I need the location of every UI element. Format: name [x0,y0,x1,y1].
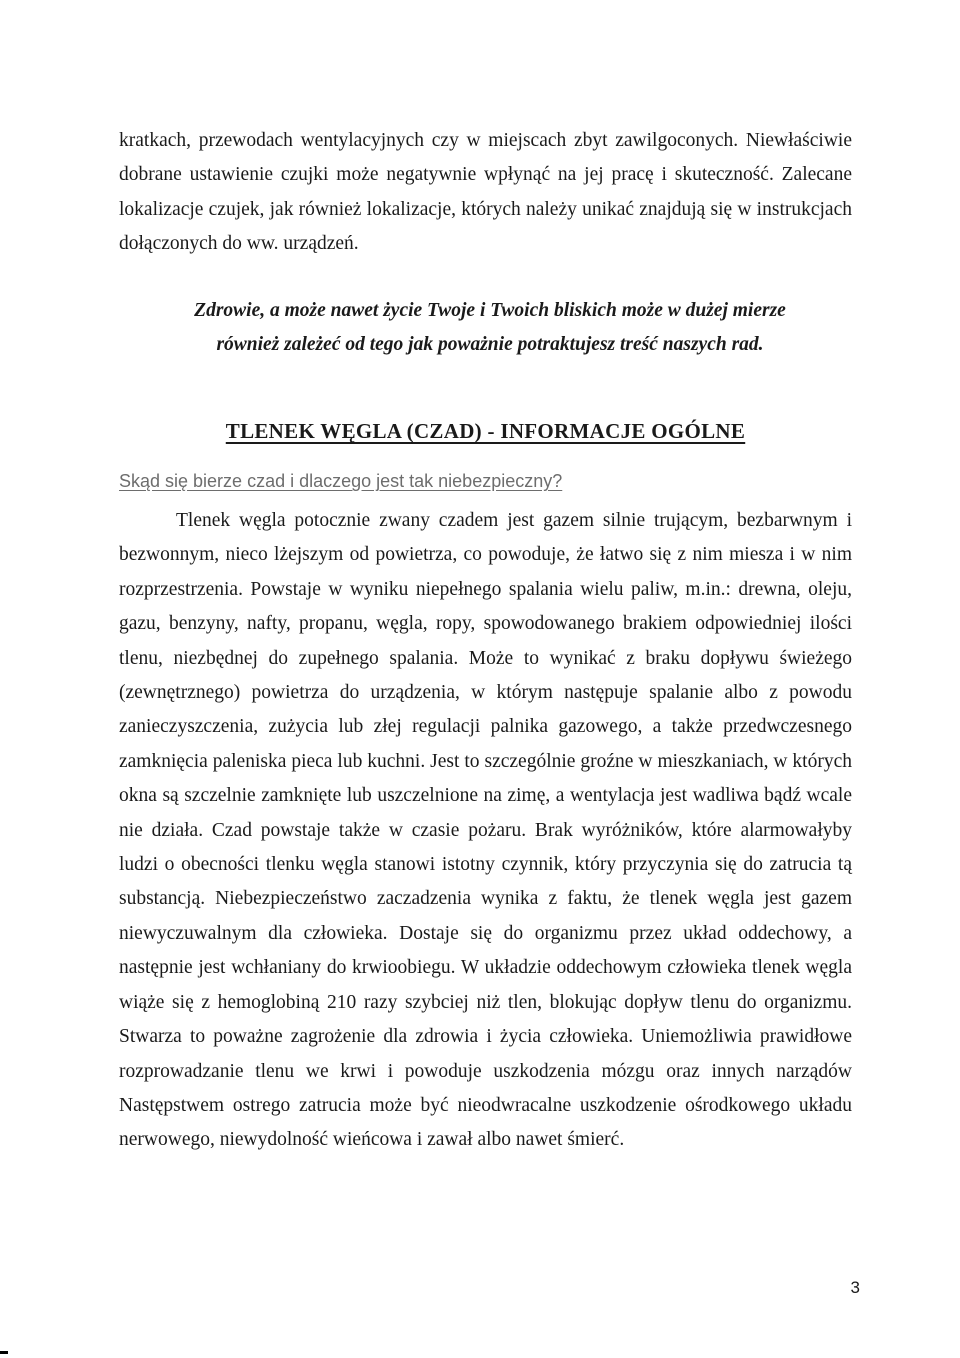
page-number: 3 [850,1278,860,1297]
scan-corner-mark [0,1351,8,1354]
body-paragraph: Tlenek węgla potocznie zwany czadem jest gazem silnie trującym, bezbarwnym i bezwonnym, nieco lżejszym od powietrza, co powoduje, że łatwo się z nim miesza i w nim rozprzestrzenia. Powstaje w wyniku niepełnego spalania wielu paliw, m.in.: drewna, oleju, gazu, benzyny, nafty, propanu, węgla, ropy, spowodowanego brakiem odpowiedniej ilości tlenu, niezbędnej do zupełnego spalania. Może to wynikać z braku dopływu świeżego (zewnętrznego) powietrza do urządzenia, w którym następuje spalanie albo z powodu zanieczyszczenia, zużycia lub złej regulacji palnika gazowego, a także przedwczesnego zamknięcia paleniska pieca lub kuchni. Jest to szczególnie groźne w mieszkaniach, w których okna są szczelnie zamknięte lub uszczelnione na zimę, a wentylacja jest wadliwa bądź wcale nie działa. Czad powstaje także w czasie pożaru. Brak wyróżników, które alarmowałyby ludzi o obecności tlenku węgla stanowi istotny czynnik, który przyczynia się do zatrucia tą substancją. Niebezpieczeństwo zaczadzenia wynika z faktu, że tlenek węgla jest gazem niewyczuwalnym dla człowieka. Dostaje się do organizmu przez układ oddechowy, a następnie jest wchłaniany do krwioobiegu. W układzie oddechowym człowieka tlenek węgla wiąże się z hemoglobiną 210 razy szybciej niż tlen, blokując dopływ tlenu do organizmu. Stwarza to poważne zagrożenie dla zdrowia i życia człowieka. Uniemożliwia prawidłowe rozprowadzanie tlenu we krwi i powoduje uszkodzenia mózgu oraz innych narządów Następstwem ostrego zatrucia może być nieodwracalne uszkodzenie ośrodkowego układu nerwowego, niewydolność wieńcowa i zawał albo nawet śmierć. [119,510,852,1151]
section-question: Skąd się bierze czad i dlaczego jest tak niebezpieczny? [119,471,563,491]
intro-paragraph: kratkach, przewodach wentylacyjnych czy w miejscach zbyt zawilgoconych. Niewłaściwie dobrane ustawienie czujki może negatywnie wpłynąć na jej pracę i skuteczność. Zalecane lokalizacje czujek, jak również lokalizacje, których należy unikać znajdują się w instrukcjach dołączonych do ww. urządzeń. [119,130,852,255]
safety-quote: Zdrowie, a może nawet życie Twoje i Twoich bliskich może w dużej mierze również zależeć od tego jak poważnie potraktujesz treść naszych rad. [194,300,786,355]
section-heading: TLENEK WĘGLA (CZAD) - INFORMACJE OGÓLNE [225,419,746,443]
